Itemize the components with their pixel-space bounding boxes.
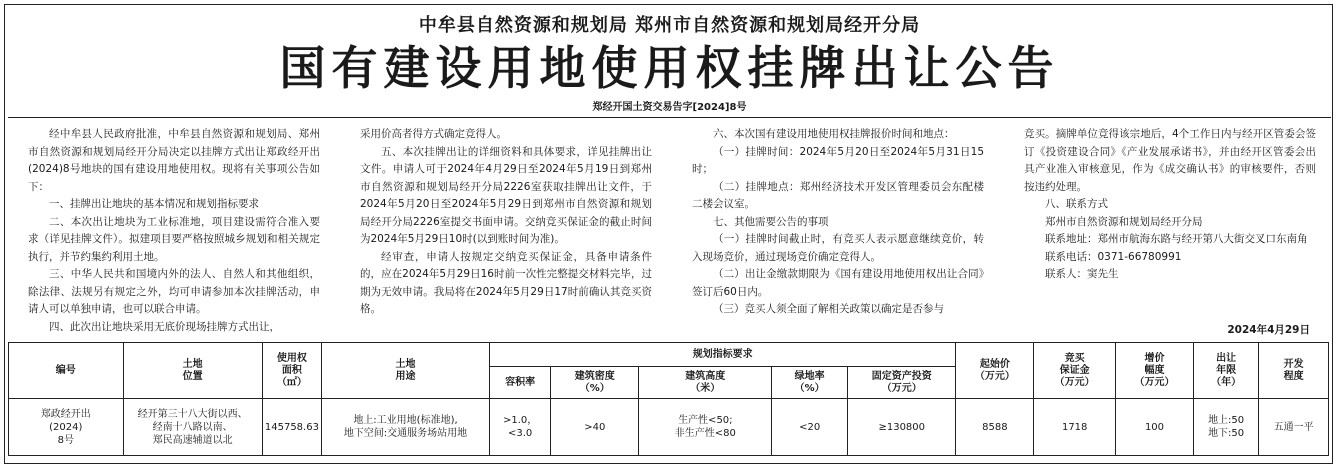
header-green: 绿地率 （%） — [772, 367, 848, 399]
header-planning: 规划指标要求 — [489, 343, 956, 367]
cell-location: 经开第三十八大街以西、 经南十八路以南、 郑民高速辅道以北 — [123, 399, 262, 456]
paragraph: （一）挂牌时间：2024年5月20日至2024年5月31日15时； — [692, 145, 984, 175]
paragraph: （二）出让金缴款期限为《国有建设用地使用权出让合同》签订后60日内。 — [692, 268, 984, 298]
paragraph: 六、本次国有建设用地使用权挂牌报价时间和地点： — [713, 128, 955, 140]
paragraph: 二、本次出让地块为工业标准地，项目建设需符合准入要求（详见挂牌文件）。拟建项目要严格按照城乡规划和相关规定执行，并节约集约利用土地。 — [28, 215, 320, 263]
cell-use: 地上:工业用地(标准地), 地下空间:交通服务场站用地 — [322, 399, 490, 456]
parcel-table — [8, 342, 1329, 456]
paragraph: （三）竞买人须全面了解相关政策以确定是否参与 — [713, 303, 944, 315]
paragraph: 联系地址：郑州市航海东路与经开第八大街交叉口东南角 — [1045, 233, 1308, 245]
cell-dev-level: 五通一平 — [1259, 399, 1329, 456]
header-investment: 固定资产投资 （万元） — [848, 367, 956, 399]
paragraph: 一、挂牌出让地块的基本情况和规划指标要求 — [49, 198, 259, 210]
cell-area: 145758.63 — [262, 399, 321, 456]
notice-date: 2024年4月29日 — [1227, 324, 1310, 336]
paragraph: 经审查，申请人按规定交纳竞买保证金，具备申请条件的，应在2024年5月29日16时前一次性完整提交材料完毕，过期为无效申请。我局将在2024年5月29日17时前确认其竞买资格。 — [360, 250, 652, 315]
paragraph: （一）挂牌时间截止时，有竞买人表示愿意继续竞价，转入现场竞价，通过现场竞价确定竞得人。 — [692, 233, 984, 263]
header-code: 编号 — [9, 343, 124, 399]
header-term: 出让 年限 （年） — [1193, 343, 1258, 399]
paragraph: 联系人：窦先生 — [1045, 268, 1119, 280]
cell-code: 郑政经开出 (2024) 8号 — [9, 399, 124, 456]
paragraph: 三、中华人民共和国境内外的法人、自然人和其他组织，除法律、法规另有规定之外，均可申请参加本次挂牌活动，申请人可以单独申请，也可以联合申请。 — [28, 268, 320, 315]
body-column-1 — [28, 126, 320, 338]
notice-title: 国有建设用地使用权挂牌出让公告 — [279, 41, 1060, 95]
title-divider — [8, 117, 1331, 118]
cell-start-price: 8588 — [956, 399, 1034, 456]
paragraph: （二）挂牌地点：郑州经济技术开发区管理委员会东配楼二楼会议室。 — [692, 180, 984, 210]
header-increment: 增价 幅度 （万元） — [1116, 343, 1194, 399]
paragraph: 八、联系方式 — [1045, 198, 1108, 210]
cell-term: 地上:50 地下:50 — [1193, 399, 1258, 456]
paragraph: 五、本次挂牌出让的详细资料和具体要求，详见挂牌出让文件。申请人可于2024年4月29日至2024年5月19日到郑州市自然资源和规划局经开分局2226室获取挂牌出让文件，于2024年5月20日至2024年5月29日到郑州市自然资源和规划局经开分局2226室提交书面申请。交纳竞买保证金的截止时间为2024年5月29日10时(以到账时间为准)。 — [360, 145, 652, 245]
paragraph: 联系电话：0371-66780991 — [1045, 250, 1182, 263]
cell-green: <20 — [772, 399, 848, 456]
header-height: 建筑高度 （米） — [639, 367, 772, 399]
document-number: 郑经开国土资交易告字[2024]8号 — [592, 102, 747, 113]
cell-increment: 100 — [1116, 399, 1194, 456]
paragraph: 四、此次出让地块采用无底价现场挂牌方式出让， — [49, 320, 280, 333]
paragraph: 经中牟县人民政府批准，中牟县自然资源和规划局、郑州市自然资源和规划局经开分局决定以挂牌方式出让郑政经开出(2024)8号地块的国有建设用地使用权。现将有关事项公告如下： — [28, 128, 320, 193]
cell-investment: ≥130800 — [848, 399, 956, 456]
table-row — [9, 399, 1329, 456]
notice-body — [28, 126, 1316, 338]
header-density: 建筑密度 （%） — [551, 367, 639, 399]
cell-height: 生产性<50; 非生产性<80 — [639, 399, 772, 456]
header-far: 容积率 — [489, 367, 550, 399]
body-column-2 — [360, 126, 652, 338]
header-use: 土地 用途 — [322, 343, 490, 399]
cell-far: >1.0，<3.0 — [489, 399, 550, 456]
cell-density: >40 — [551, 399, 639, 456]
header-deposit: 竞买 保证金 （万元） — [1034, 343, 1116, 399]
body-column-4 — [1024, 126, 1316, 338]
header-area: 使用权 面积 （㎡） — [262, 343, 321, 399]
paragraph: 郑州市自然资源和规划局经开分局 — [1045, 215, 1203, 228]
body-column-3 — [692, 126, 984, 338]
cell-deposit: 1718 — [1034, 399, 1116, 456]
paragraph: 竞买。摘牌单位竞得该宗地后，4个工作日内与经开区管委会签订《投资建设合同》《产业发展承诺书》，并由经开区管委会出具产业准入审核意见，作为《成交确认书》的审核要件，否则按违约处理。 — [1024, 128, 1316, 193]
paragraph: 七、其他需要公告的事项 — [713, 215, 829, 228]
header-start-price: 起始价 （万元） — [956, 343, 1034, 399]
header-dev-level: 开发 程度 — [1259, 343, 1329, 399]
header-location: 土地 位置 — [123, 343, 262, 399]
paragraph: 采用价高者得方式确定竞得人。 — [360, 128, 507, 140]
issuer-subtitle: 中牟县自然资源和规划局 郑州市自然资源和规划局经开分局 — [418, 15, 921, 36]
